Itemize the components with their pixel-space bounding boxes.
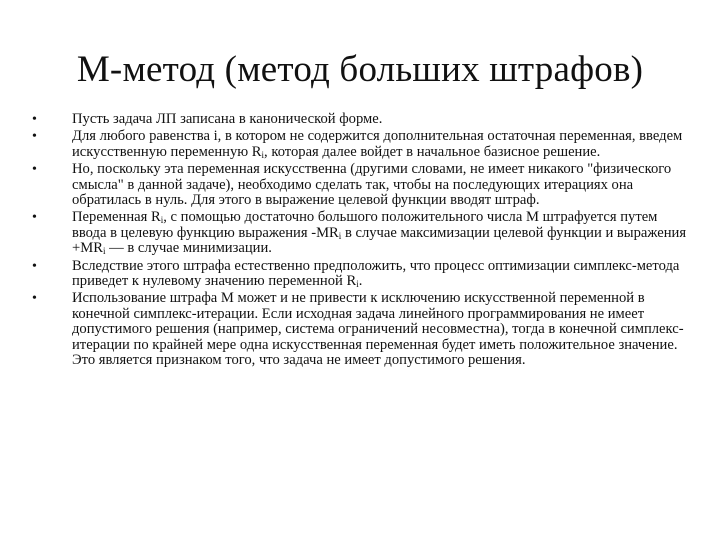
bullet-item-5 — [30, 259, 692, 290]
subscript: i — [338, 230, 342, 241]
bullet-item-2 — [30, 129, 692, 160]
bullet-text: Но, поскольку эта переменная искусственна (другими словами, не имеет никакого "физического смысла" в данной задаче), необходимо сделать так, чтобы на последующих итерациях она обратилась в нуль. Для этого в выражение целевой функции вводят штраф. — [72, 161, 672, 209]
slide-title: М-метод (метод больших штрафов) — [76, 49, 644, 90]
bullet-item-3 — [30, 162, 692, 208]
bullet-item-1 — [30, 112, 692, 127]
bullet-point-icon: • — [32, 112, 37, 127]
subscript: i — [261, 149, 265, 160]
bullet-text: Вследствие этого штрафа естественно предположить, что процесс оптимизации симплекс-метода приведет к нулевому значению переменной R — [72, 257, 680, 290]
subscript: i — [356, 279, 359, 290]
subscript: i — [102, 246, 106, 257]
bullet-text: . — [358, 273, 363, 290]
bullet-text: Использование штрафа M может и не привести к исключению искусственной переменной в конечной симплекс-итерации. Если исходная задача линейного программирования не имеет допустимого решения (например, система ограничений несовместна), тогда в конечной симплекс-итерации по крайней мере одна искусственная переменная будет иметь положительное значение. Это является признаком того, что задача не имеет допустимого решения. — [72, 290, 684, 369]
bullet-item-4 — [30, 210, 692, 256]
bullet-text: в случае максимизации целевой функции и выражения +MR — [72, 224, 687, 257]
bullet-point-icon: • — [32, 129, 37, 145]
bullet-text: , с помощью достаточно большого положительного числа М штрафуется путем ввода в целевую функцию выражения -MR — [72, 209, 658, 241]
bullet-item-6 — [30, 291, 692, 368]
bullet-point-icon: • — [32, 291, 37, 307]
bullet-text: Пусть задача ЛП записана в канонической форме. — [72, 111, 383, 127]
bullet-list — [30, 112, 692, 371]
bullet-point-icon: • — [32, 258, 37, 274]
bullet-point-icon: • — [32, 210, 37, 226]
bullet-point-icon: • — [32, 162, 37, 178]
bullet-text: Для любого равенства i, в котором не содержится дополнительная остаточная переменная, введем искусственную переменную R — [72, 128, 683, 160]
subscript: i — [160, 215, 164, 226]
bullet-text: , которая далее войдет в начальное базисное решение. — [264, 143, 601, 160]
bullet-text: — в случае минимизации. — [105, 240, 272, 257]
bullet-text: Переменная R — [72, 209, 161, 226]
